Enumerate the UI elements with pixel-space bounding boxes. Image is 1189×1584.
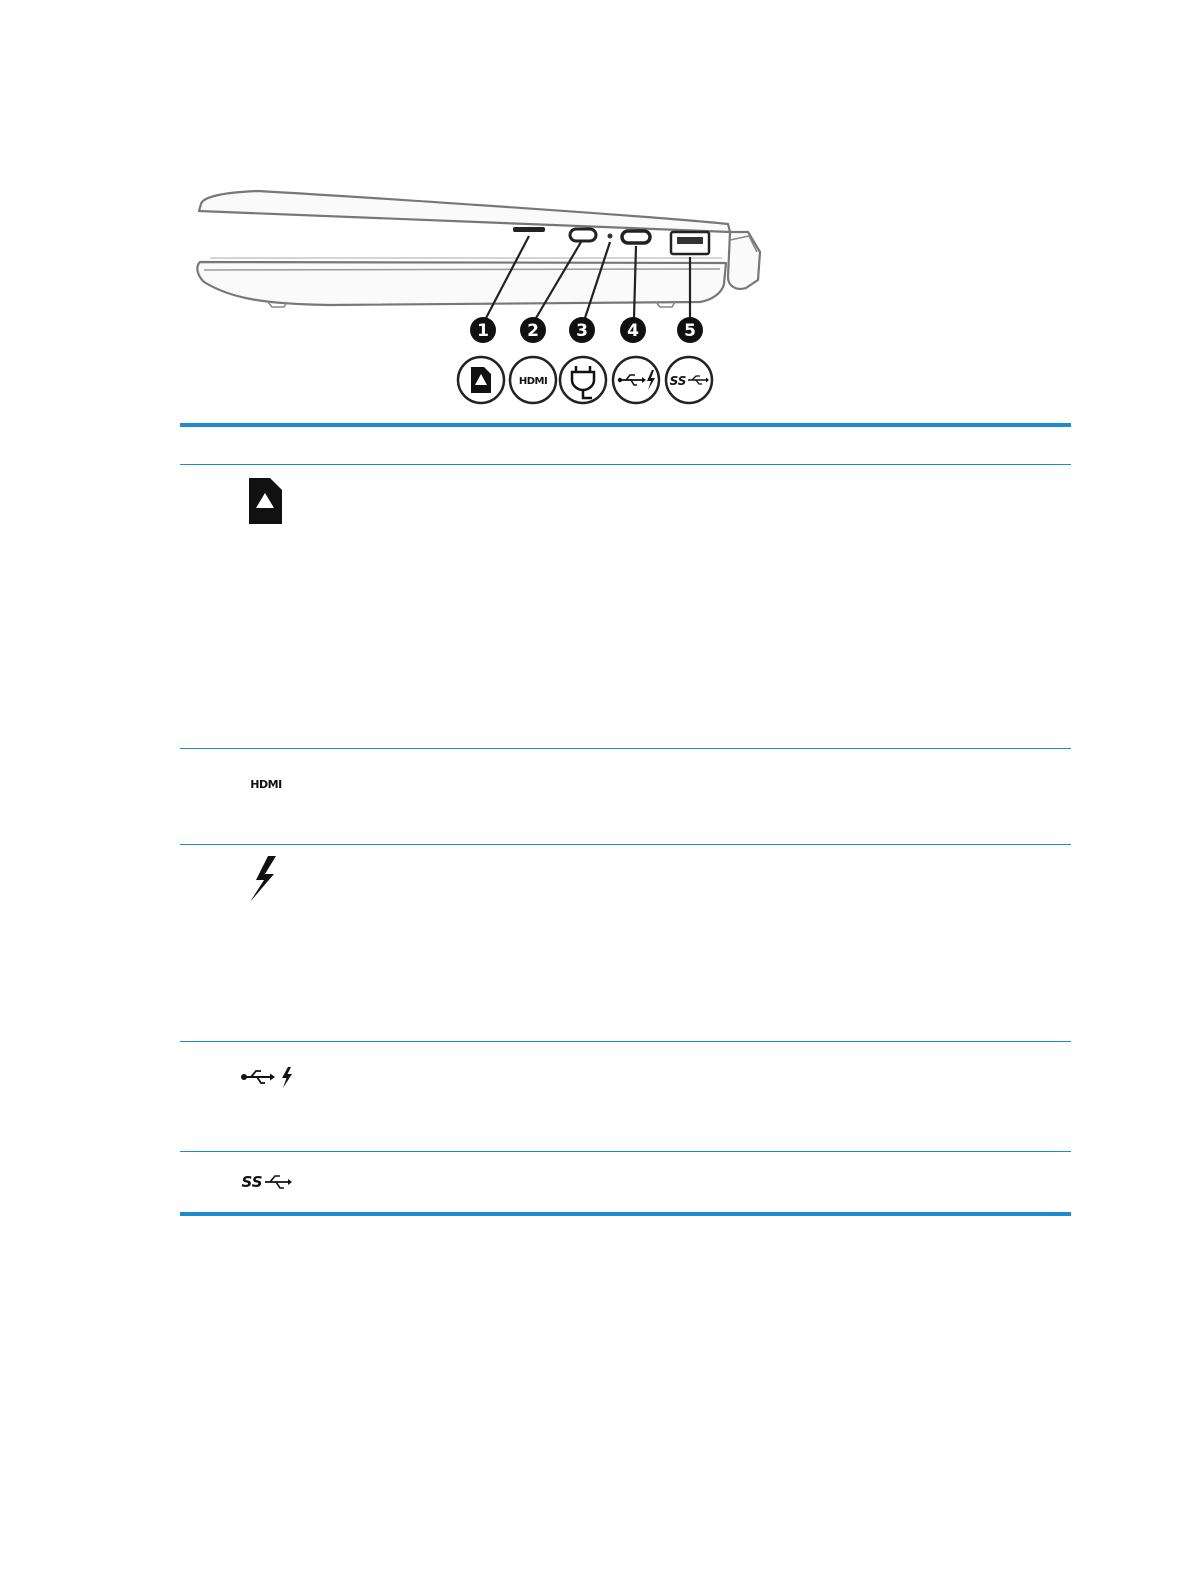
- callout-number-2: 2: [527, 321, 539, 341]
- table-row: [240, 774, 292, 799]
- usb-c-port-1: [570, 229, 596, 241]
- table-row: [240, 1168, 296, 1199]
- usb-charging-icon: [240, 1064, 296, 1090]
- hdmi-icon: [510, 357, 556, 403]
- callout-numbers: [470, 317, 703, 343]
- thunderbolt-icon: [244, 854, 284, 904]
- table-row-divider: [180, 844, 1071, 845]
- callout-number-3: 3: [576, 321, 588, 341]
- usb-superspeed-icon: [240, 1168, 296, 1194]
- table-row: [240, 1064, 296, 1095]
- memory-card-icon: [246, 476, 286, 526]
- callout-number-4: 4: [627, 321, 639, 341]
- hdmi-icon: [240, 774, 292, 794]
- table-row-divider: [180, 1041, 1071, 1042]
- side-ports: [513, 227, 709, 254]
- table-row: [244, 854, 284, 909]
- callout-number-5: 5: [684, 321, 696, 341]
- laptop-body: [197, 191, 760, 307]
- table-top-rule: [180, 423, 1071, 427]
- table-row: [246, 476, 286, 531]
- power-plug-icon: [560, 357, 606, 403]
- charging-light: [608, 234, 613, 239]
- svg-text:SS: SS: [241, 1173, 263, 1191]
- laptop-right-side-illustration: [0, 0, 1189, 420]
- table-row-divider: [180, 1151, 1071, 1152]
- table-row-divider: [180, 748, 1071, 749]
- usb-superspeed-icon: [666, 357, 712, 403]
- table-bottom-rule: [180, 1212, 1071, 1216]
- svg-text:SS: SS: [669, 374, 687, 388]
- callout-number-1: 1: [477, 321, 489, 341]
- usb-charging-icon: [613, 357, 659, 403]
- memory-card-icon: [458, 357, 504, 403]
- table-header-rule: [180, 464, 1071, 465]
- callout-icons: [458, 357, 712, 403]
- usb-c-port-2: [622, 231, 650, 243]
- memory-card-slot: [513, 227, 545, 232]
- svg-text:HDMI: HDMI: [250, 778, 282, 791]
- svg-text:HDMI: HDMI: [518, 376, 548, 387]
